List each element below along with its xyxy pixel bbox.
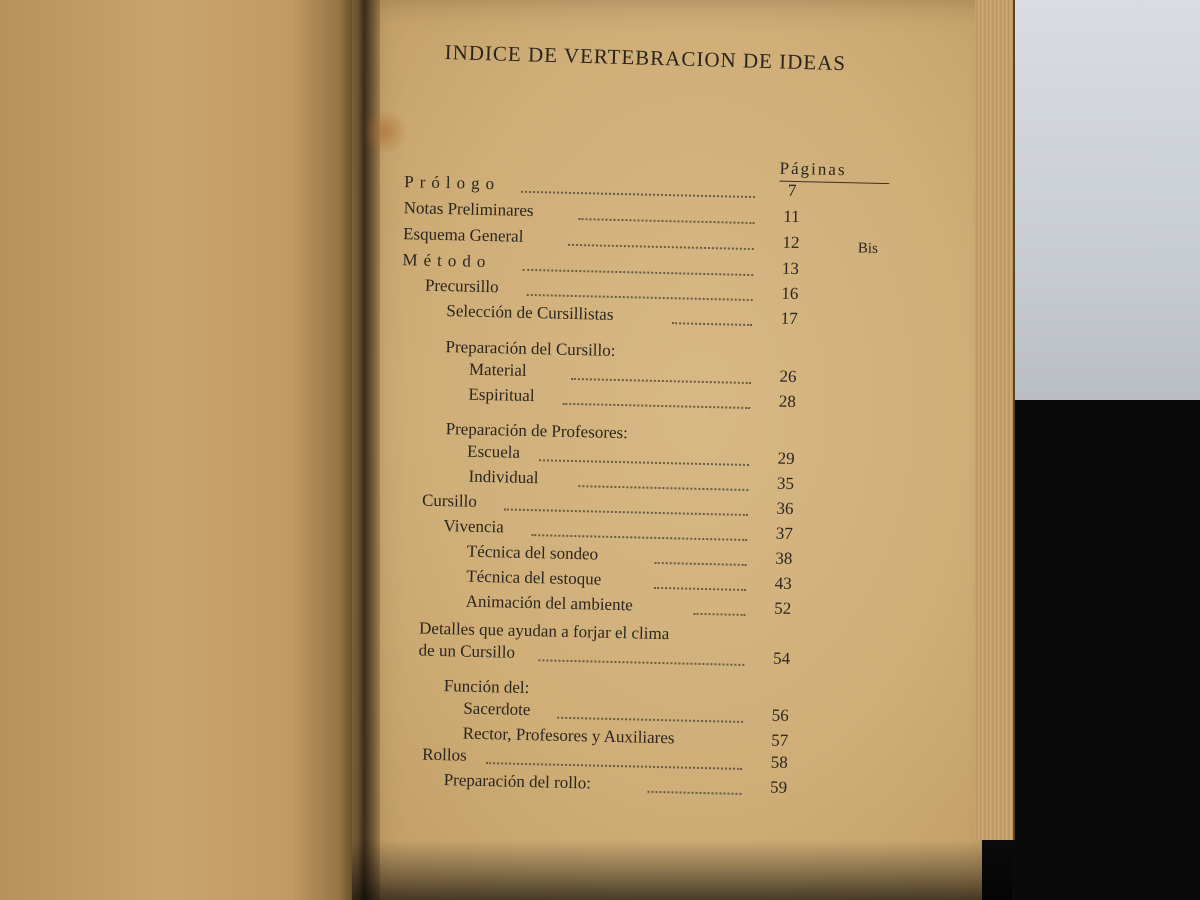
toc-entry-page: 17 <box>780 308 798 329</box>
toc-entry-label: Técnica del sondeo <box>466 541 599 564</box>
dot-leader <box>568 242 754 250</box>
toc-entry-page: 59 <box>769 777 788 797</box>
toc-entry-label: Vivencia <box>443 516 505 537</box>
toc-entry-label: Material <box>468 359 527 380</box>
toc-entry-page: 54 <box>772 648 791 668</box>
toc-entry-label: Rector, Profesores y Auxiliares <box>462 723 675 748</box>
toc-entry-label: de un Cursillo <box>418 640 516 662</box>
dot-leader <box>694 611 746 616</box>
toc-entry-page: 29 <box>777 448 795 469</box>
toc-entry-page: 38 <box>775 548 793 569</box>
dot-leader <box>539 457 749 466</box>
toc-entry-label: Preparación de Profesores: <box>445 419 629 443</box>
dot-leader <box>504 506 748 516</box>
toc-entry-label: Sacerdote <box>463 698 531 720</box>
toc-entry-label: Precursillo <box>424 275 499 297</box>
page-bottom-shadow <box>352 840 1012 900</box>
toc-entry-page: 13 <box>781 258 800 279</box>
toc-entry-label: Espiritual <box>468 384 535 406</box>
toc-entry-label: Escuela <box>466 441 521 462</box>
toc-entry-label: Individual <box>468 466 539 488</box>
toc-entry-label: Notas Preliminares <box>403 198 534 221</box>
dot-leader <box>578 216 754 224</box>
toc-entry-page: 16 <box>781 283 799 304</box>
left-page <box>0 0 365 900</box>
toc-entry-label: Selección de Cursillistas <box>446 301 614 324</box>
dot-leader <box>655 560 747 566</box>
toc-entry-label: Preparación del rollo: <box>443 770 592 793</box>
toc-entry-label: Preparación del Cursillo: <box>445 337 616 360</box>
toc-entry-page: 56 <box>771 705 789 725</box>
paper-stain <box>360 112 410 152</box>
toc-entry-label: Método <box>402 250 492 272</box>
background-wall <box>1010 0 1200 400</box>
toc-entry-page: 36 <box>776 498 794 519</box>
page-edges <box>975 0 1015 840</box>
toc-entry-label: Esquema General <box>402 224 524 246</box>
toc-entry-label: Prólogo <box>404 172 501 194</box>
toc-entry-page: 26 <box>779 366 797 387</box>
dot-leader <box>654 585 746 591</box>
dot-leader <box>562 401 750 409</box>
toc-entry-note: Bis <box>857 240 879 257</box>
dot-leader <box>527 292 753 301</box>
dot-leader <box>521 189 755 198</box>
dot-leader <box>647 789 741 795</box>
toc-entry-page: 58 <box>770 752 788 772</box>
toc-entry-label: Función del: <box>443 676 530 698</box>
toc-entry-label: Técnica del estoque <box>466 566 602 589</box>
toc-entry-page: 35 <box>776 473 795 494</box>
toc-entry-page: 37 <box>775 523 794 544</box>
toc-entry-page: 43 <box>774 573 792 593</box>
dot-leader <box>486 760 742 770</box>
toc-entry-label: Animación del ambiente <box>465 591 634 615</box>
dot-leader <box>531 532 747 541</box>
background-shadow <box>1010 400 1200 900</box>
toc-entry-page: 12 <box>782 232 800 253</box>
dot-leader <box>522 267 753 276</box>
toc-entry-page: 7 <box>787 180 797 201</box>
dot-leader <box>672 320 752 326</box>
dot-leader <box>578 483 748 491</box>
dot-leader <box>538 657 744 666</box>
toc-entry-page: 57 <box>770 730 789 750</box>
dot-leader <box>571 376 751 384</box>
page-title: INDICE DE VERTEBRACION DE IDEAS <box>444 40 847 76</box>
toc-entry-page: 11 <box>783 206 800 227</box>
toc-entry-label: Rollos <box>422 744 467 765</box>
toc-entry-label: Cursillo <box>421 490 478 511</box>
dot-leader <box>557 715 743 723</box>
pages-column-header: Páginas <box>779 159 889 184</box>
toc-entry-page: 52 <box>773 598 792 618</box>
toc-entry-page: 28 <box>778 391 797 412</box>
toc-entry-label: Detalles que ayudan a forjar el clima <box>418 618 670 644</box>
